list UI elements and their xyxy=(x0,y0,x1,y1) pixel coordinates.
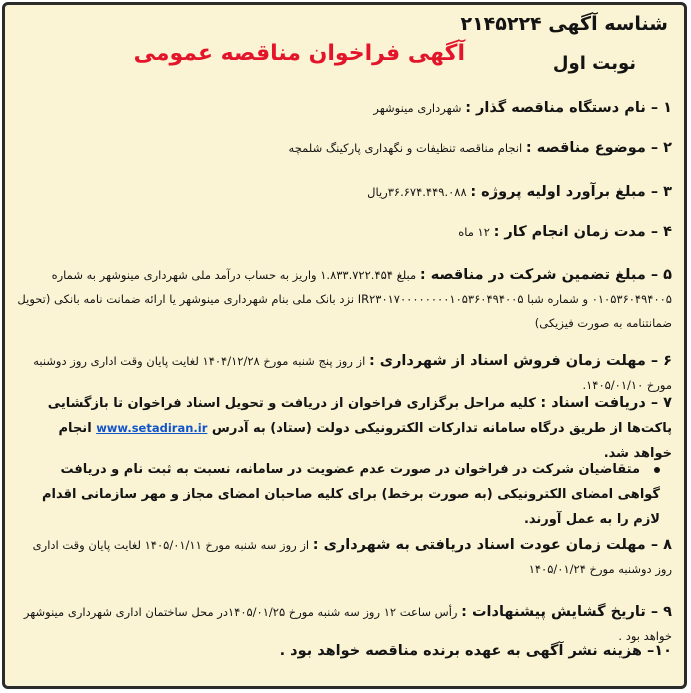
item-9-text: رأس ساعت ۱۲ روز سه شنبه مورخ ۱۴۰۵/۰۱/۲۵در محل ساختمان اداری شهرداری مینوشهر خواهد بود . xyxy=(23,605,672,643)
item-3-label: ۳ – مبلغ برآورد اولیه پروژه : xyxy=(470,184,672,200)
item-7-text-a: کلیه مراحل برگزاری فراخوان از دریافت و تحویل اسناد فراخوان تا بازگشایی پاکت‌ها از طریق درگاه سامانه تدارکات الکترونیکی دولت (ستاد) به آدرس xyxy=(47,396,672,436)
item-8-text: از روز سه شنبه مورخ ۱۴۰۵/۰۱/۱۱ لغایت پایان وقت اداری روز دوشنبه مورخ ۱۴۰۵/۰۱/۲۴ xyxy=(32,538,672,576)
item-10-text: ۱۰– هزینه نشر آگهی به عهده برنده مناقصه خواهد بود . xyxy=(279,643,672,659)
item-7-label: ۷ – دریافت اسناد : xyxy=(540,395,672,411)
notice-title: آگهی فراخوان مناقصه عمومی xyxy=(133,41,465,66)
item-6-text: از روز پنج شنبه مورخ ۱۴۰۴/۱۲/۲۸ لغایت پایان وقت اداری روز دوشنبه مورخ ۱۴۰۵/۰۱/۱۰. xyxy=(33,354,672,392)
item-3-text: ۳۶.۶۷۴.۴۴۹.۰۸۸ریال xyxy=(367,185,471,199)
item-8 xyxy=(17,533,672,581)
item-8-label: ۸ – مهلت زمان عودت اسناد دریافتی به شهرداری : xyxy=(312,537,672,553)
item-5-text: مبلغ ۱.۸۳۳.۷۲۲.۴۵۴ واریز به حساب درآمد ملی شهرداری مینوشهر به شماره ۰۱۰۵۳۶۰۴۹۴۰۰۵ و شماره شبا IR۲۳۰۱۷۰۰۰۰۰۰۰۰۱۰۵۳۶۰۴۹۴۰۰۵ نزد بانک ملی بنام شهرداری مینوشهر یا ارائه ضمانت نامه بانکی (تحویل ضمانتنامه به صورت فیزیکی) xyxy=(17,268,672,330)
notice-id: شناسه آگهی ۲۱۴۵۲۲۴ xyxy=(460,13,668,35)
item-3 xyxy=(17,180,672,204)
item-6 xyxy=(17,349,672,397)
item-9-label: ۹ – تاریخ گشایش پیشنهادات : xyxy=(461,604,672,620)
bullet-icon xyxy=(654,467,660,473)
item-6-label: ۶ – مهلت زمان فروش اسناد از شهرداری : xyxy=(368,353,672,369)
item-1-text: شهرداری مینوشهر xyxy=(373,101,466,115)
item-2-text: انجام مناقصه تنظیفات و نگهداری پارکینگ شلمچه xyxy=(288,141,526,155)
item-7-text-b: انجام خواهد شد. xyxy=(58,421,672,461)
item-4-text: ۱۲ ماه xyxy=(458,225,494,239)
item-2-label: ۲ – موضوع مناقصه : xyxy=(525,140,672,156)
bullet-note xyxy=(17,457,660,532)
item-5-label: ۵ – مبلغ تضمین شرکت در مناقصه : xyxy=(419,267,672,283)
item-5 xyxy=(17,263,672,335)
item-2 xyxy=(17,136,672,160)
item-1-label: ۱ – نام دستگاه مناقصه گذار : xyxy=(465,100,672,116)
item-4 xyxy=(17,220,672,244)
setadiran-link[interactable]: www.setadiran.ir xyxy=(96,421,208,435)
item-1 xyxy=(17,96,672,120)
notice-round: نوبت اول xyxy=(552,53,636,74)
item-10 xyxy=(17,639,672,663)
bullet-text: متقاضیان شرکت در فراخوان در صورت عدم عضویت در سامانه، نسبت به ثبت نام و دریافت گواهی امضای الکترونیکی (به صورت برخط) برای کلیه صاحبان امضای مجاز و مهر سازمانی اقدام لازم را به عمل آورند. xyxy=(41,462,660,527)
item-7 xyxy=(17,391,672,466)
notice-frame xyxy=(2,2,687,689)
item-4-label: ۴ – مدت زمان انجام کار : xyxy=(493,224,672,240)
